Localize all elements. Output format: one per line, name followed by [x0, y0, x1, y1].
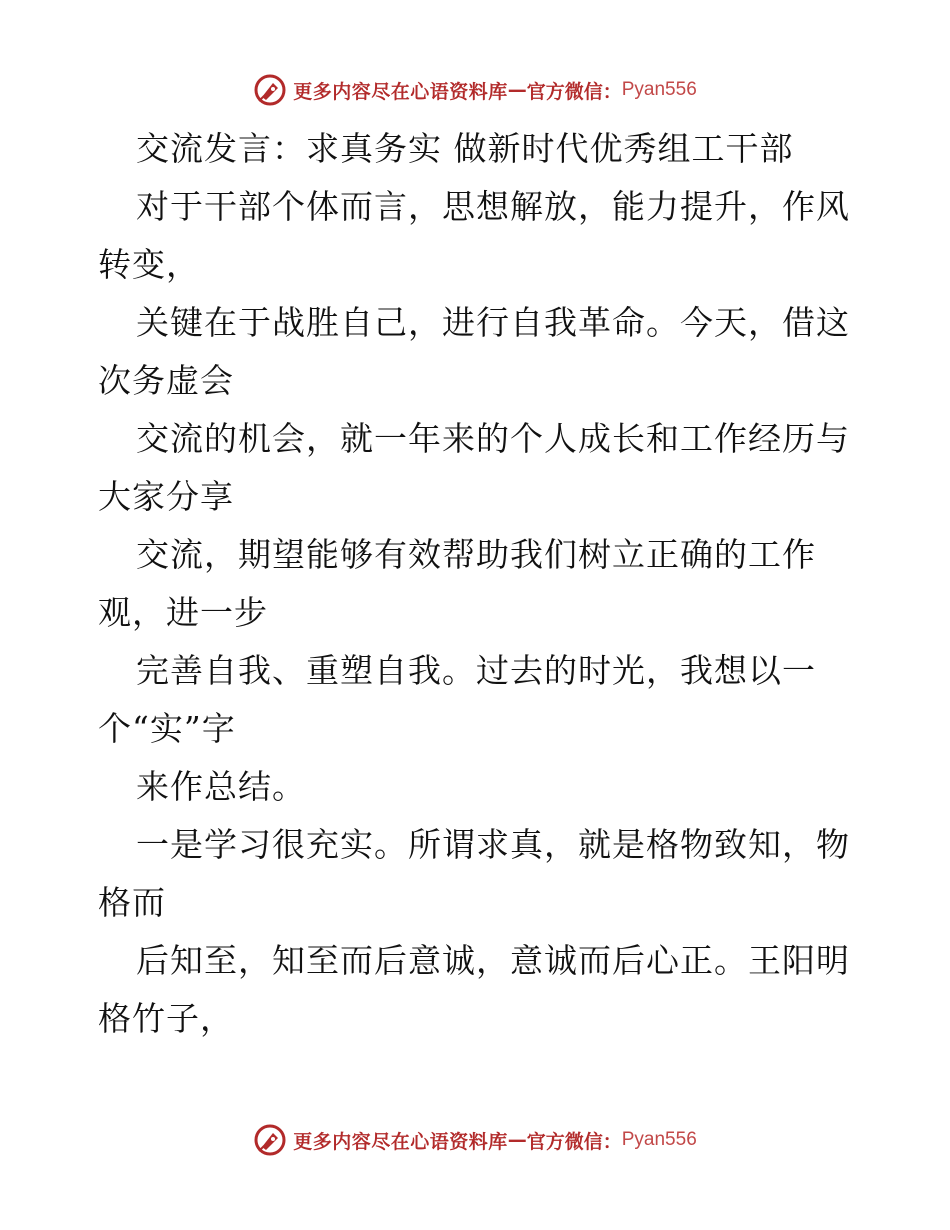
- banner-dash: —: [507, 79, 527, 101]
- text-line: 对于干部个体而言，思想解放，能力提升，作风: [136, 187, 850, 226]
- text-line: 转变，: [98, 245, 200, 284]
- footer-banner: [0, 1120, 950, 1160]
- text-line: 次务虚会: [98, 361, 234, 400]
- text-line: 格竹子，: [98, 999, 234, 1038]
- text-line: 来作总结。: [136, 767, 306, 806]
- banner-title: 更多内容尽在心语资料库: [293, 80, 508, 103]
- text-line: 个“实”字: [98, 709, 236, 748]
- pen-nib-logo-icon: [253, 1123, 287, 1157]
- text-line: 交流，期望能够有效帮助我们树立正确的工作: [136, 535, 816, 574]
- text-line: 完善自我、重塑自我。过去的时光，我想以一: [136, 651, 816, 690]
- text-line: 格而: [98, 883, 166, 922]
- text-line: 大家分享: [98, 477, 234, 516]
- banner-title: 更多内容尽在心语资料库: [293, 1130, 508, 1153]
- text-line: 交流的机会，就一年来的个人成长和工作经历与: [136, 419, 850, 458]
- banner-dash: —: [507, 1129, 527, 1151]
- text-line: 一是学习很充实。所谓求真，就是格物致知，物: [136, 825, 850, 864]
- document-body: [98, 120, 858, 1048]
- banner-wechat-id: Pyan556: [621, 1129, 697, 1150]
- text-line: 交流发言：求真务实 做新时代优秀组工干部: [136, 129, 794, 168]
- pen-nib-logo-icon: [253, 73, 287, 107]
- text-line: 后知至，知至而后意诚，意诚而后心正。王阳明: [136, 941, 850, 980]
- banner-wechat-id: Pyan556: [621, 79, 697, 100]
- header-banner: [0, 70, 950, 110]
- banner-wechat-label: 官方微信：: [526, 80, 622, 103]
- text-line: 关键在于战胜自己，进行自我革命。今天，借这: [136, 303, 850, 342]
- banner-wechat-label: 官方微信：: [526, 1130, 622, 1153]
- text-line: 观，进一步: [98, 593, 268, 632]
